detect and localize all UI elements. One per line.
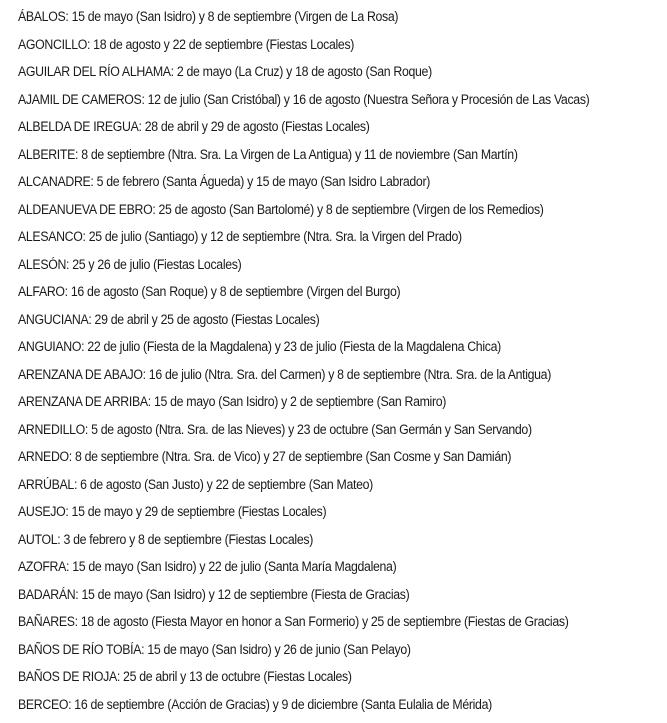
list-item: ANGUCIANA: 29 de abril y 25 de agosto (Fiestas Locales) xyxy=(18,311,320,327)
list-item: AGUILAR DEL RÍO ALHAMA: 2 de mayo (La Cruz) y 18 de agosto (San Roque) xyxy=(18,64,432,79)
list-item: ALESÓN: 25 y 26 de julio (Fiestas Locales) xyxy=(18,256,242,272)
list-item: ARNEDO: 8 de septiembre (Ntra. Sra. de Vico) y 27 de septiembre (San Cosme y San Damián) xyxy=(18,449,512,464)
list-item: ÁBALOS: 15 de mayo (San Isidro) y 8 de septiembre (Virgen de La Rosa) xyxy=(18,9,399,24)
fiestas-list xyxy=(18,7,663,722)
list-item: AUSEJO: 15 de mayo y 29 de septiembre (Fiestas Locales) xyxy=(18,504,327,519)
list-item: BAÑARES: 18 de agosto (Fiesta Mayor en honor a San Formerio) y 25 de septiembre (Fiestas de Gracias) xyxy=(18,614,569,629)
list-item: AJAMIL DE CAMEROS: 12 de julio (San Cristóbal) y 16 de agosto (Nuestra Señora y Procesión de Las Vacas) xyxy=(18,91,590,107)
list-item: ARENZANA DE ARRIBA: 15 de mayo (San Isidro) y 2 de septiembre (San Ramiro) xyxy=(18,394,447,409)
list-item: ARRÚBAL: 6 de agosto (San Justo) y 22 de septiembre (San Mateo) xyxy=(18,476,373,492)
list-item: BAÑOS DE RIOJA: 25 de abril y 13 de octubre (Fiestas Locales) xyxy=(18,669,352,684)
list-item: ARNEDILLO: 5 de agosto (Ntra. Sra. de las Nieves) y 23 de octubre (San Germán y San Servando) xyxy=(18,421,532,437)
list-item: AUTOL: 3 de febrero y 8 de septiembre (Fiestas Locales) xyxy=(18,531,313,547)
list-item: ALBELDA DE IREGUA: 28 de abril y 29 de agosto (Fiestas Locales) xyxy=(18,119,370,134)
list-item: BADARÁN: 15 de mayo (San Isidro) y 12 de septiembre (Fiesta de Gracias) xyxy=(18,586,410,602)
list-item: AGONCILLO: 18 de agosto y 22 de septiembre (Fiestas Locales) xyxy=(18,36,355,52)
list-item: ALCANADRE: 5 de febrero (Santa Águeda) y 15 de mayo (San Isidro Labrador) xyxy=(18,174,431,189)
list-item: ARENZANA DE ABAJO: 16 de julio (Ntra. Sra. del Carmen) y 8 de septiembre (Ntra. Sra. de la Antigua) xyxy=(18,366,552,382)
list-item: ALDEANUEVA DE EBRO: 25 de agosto (San Bartolomé) y 8 de septiembre (Virgen de los Remedios) xyxy=(18,201,544,217)
list-item: BAÑOS DE RÍO TOBÍA: 15 de mayo (San Isidro) y 26 de junio (San Pelayo) xyxy=(18,641,411,657)
list-item: ANGUIANO: 22 de julio (Fiesta de la Magdalena) y 23 de julio (Fiesta de la Magdalena Chica) xyxy=(18,339,501,354)
list-item: BERCEO: 16 de septiembre (Acción de Gracias) y 9 de diciembre (Santa Eulalia de Mérida) xyxy=(18,696,492,712)
list-item: ALBERITE: 8 de septiembre (Ntra. Sra. La Virgen de La Antigua) y 11 de noviembre (San Martín) xyxy=(18,146,518,162)
list-item: ALFARO: 16 de agosto (San Roque) y 8 de septiembre (Virgen del Burgo) xyxy=(18,284,401,299)
list-item: AZOFRA: 15 de mayo (San Isidro) y 22 de julio (Santa María Magdalena) xyxy=(18,559,397,574)
list-item: ALESANCO: 25 de julio (Santiago) y 12 de septiembre (Ntra. Sra. la Virgen del Prado) xyxy=(18,229,462,244)
